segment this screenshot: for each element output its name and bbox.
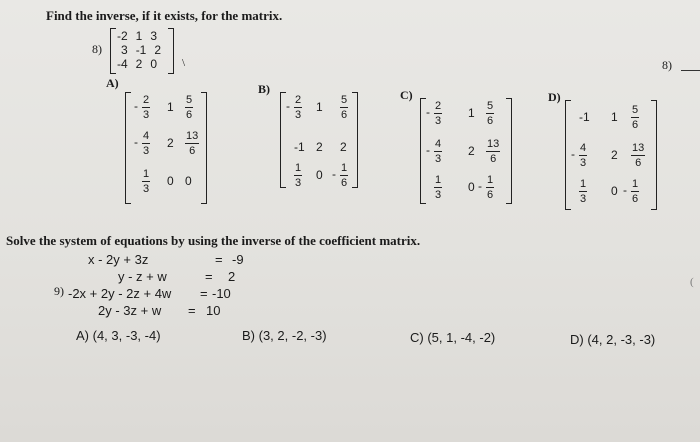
matrix-entry: 1 [167,100,174,114]
matrix-entry: -1 [579,110,590,124]
minus-sign: - [478,179,482,193]
minus-sign: - [571,147,575,161]
minus-sign: - [426,143,430,157]
minus-sign: - [134,99,138,113]
edge-mark: ( [690,276,694,288]
matrix-fraction: 4 3 [435,138,442,165]
matrix-fraction: 13 6 [632,142,645,169]
given-matrix-cell: 3 [150,29,158,43]
problem-8-number: 8) [92,42,102,56]
option-8a-matrix[interactable] [125,92,210,204]
equation-3-rhs: -10 [212,286,231,301]
matrix-right-bracket [352,92,358,188]
matrix-fraction: 5 6 [487,100,494,127]
option-9d[interactable]: D) (4, 2, -3, -3) [570,332,656,347]
equals-sign: = [188,303,196,318]
matrix-entry: 2 [468,144,475,158]
given-matrix-cell: 0 [150,57,158,71]
matrix-entry: 2 [316,140,323,154]
option-8c-matrix[interactable] [420,98,516,204]
matrix-fraction: 2 3 [435,100,442,127]
matrix-fraction: 5 6 [632,104,639,131]
matrix-entry: 1 [468,106,475,120]
matrix-fraction: 13 6 [487,138,500,165]
equation-2-rhs: 2 [228,269,236,284]
matrix-fraction: 4 3 [580,142,587,169]
matrix-entry: 0 [316,168,323,182]
tick-mark: \ [182,57,186,69]
matrix-entry: 0 [611,184,618,198]
problem-8-instruction: Find the inverse, if it exists, for the matrix. [46,8,283,23]
given-matrix [117,29,169,71]
option-8c-label[interactable]: C) [400,88,413,102]
matrix-fraction: 1 3 [295,162,302,189]
equation-4-rhs: 10 [206,303,221,318]
equation-1: x - 2y + 3z [88,252,149,267]
given-matrix-cell: 2 [135,57,143,71]
option-9a[interactable]: A) (4, 3, -3, -4) [76,328,161,343]
problem-9-number: 9) [54,284,64,298]
matrix-fraction: 5 6 [186,94,193,121]
equation-3: -2x + 2y - 2z + 4w [68,286,172,301]
equals-sign: = [205,269,213,284]
given-matrix-cell: 2 [154,43,162,57]
matrix-fraction: 13 6 [186,130,199,157]
matrix-entry: 1 [611,110,618,124]
given-matrix-cell: 3 [121,43,128,57]
matrix-entry: 2 [611,148,618,162]
equation-4: 2y - 3z + w [98,303,162,318]
minus-sign: - [134,135,138,149]
matrix-entry: 0 [468,180,475,194]
matrix-entry: 0 [167,174,174,188]
minus-sign: - [426,105,430,119]
equals-sign: = [200,286,208,301]
answer-blank-8-line[interactable] [681,70,700,71]
matrix-fraction: 1 3 [580,178,587,205]
matrix-entry: 0 [185,174,192,188]
given-matrix-cell: -4 [117,57,128,71]
option-8b-matrix[interactable] [280,92,360,188]
matrix-entry: 2 [340,140,347,154]
minus-sign: - [623,183,627,197]
matrix-fraction: 2 3 [143,94,150,121]
given-matrix-cell: 1 [135,29,143,43]
minus-sign: - [286,99,290,113]
matrix-entry: 2 [167,136,174,150]
matrix-right-bracket [201,92,207,204]
matrix-right-bracket [506,98,512,204]
equals-sign: = [215,252,223,267]
answer-blank-8-label: 8) [662,58,672,72]
matrix-fraction: 4 3 [143,130,150,157]
option-8d-label[interactable]: D) [548,90,561,104]
matrix-left-bracket [125,92,131,204]
problem-9-instruction: Solve the system of equations by using the inverse of the coefficient matrix. [6,233,421,248]
equation-1-rhs: -9 [232,252,244,267]
matrix-fraction: 2 3 [295,94,302,121]
minus-sign: - [332,167,336,181]
option-9b[interactable]: B) (3, 2, -2, -3) [242,328,327,343]
given-matrix-cell: -2 [117,29,128,43]
option-8d-matrix[interactable] [565,100,661,210]
matrix-fraction: 1 3 [435,174,442,201]
option-8a-label[interactable]: A) [106,76,119,90]
matrix-entry: 1 [316,100,323,114]
matrix-fraction: 1 3 [143,168,150,195]
matrix-fraction: 1 6 [341,162,348,189]
matrix-fraction: 1 6 [632,178,639,205]
matrix-fraction: 1 6 [487,174,494,201]
option-9c[interactable]: C) (5, 1, -4, -2) [410,330,496,345]
option-8b-label[interactable]: B) [258,82,270,96]
given-matrix-cell: -1 [135,43,147,57]
matrix-right-bracket [651,100,657,210]
matrix-entry: -1 [294,140,305,154]
given-matrix-left-bracket [110,28,116,74]
matrix-fraction: 5 6 [341,94,348,121]
equation-2: y - z + w [118,269,167,284]
